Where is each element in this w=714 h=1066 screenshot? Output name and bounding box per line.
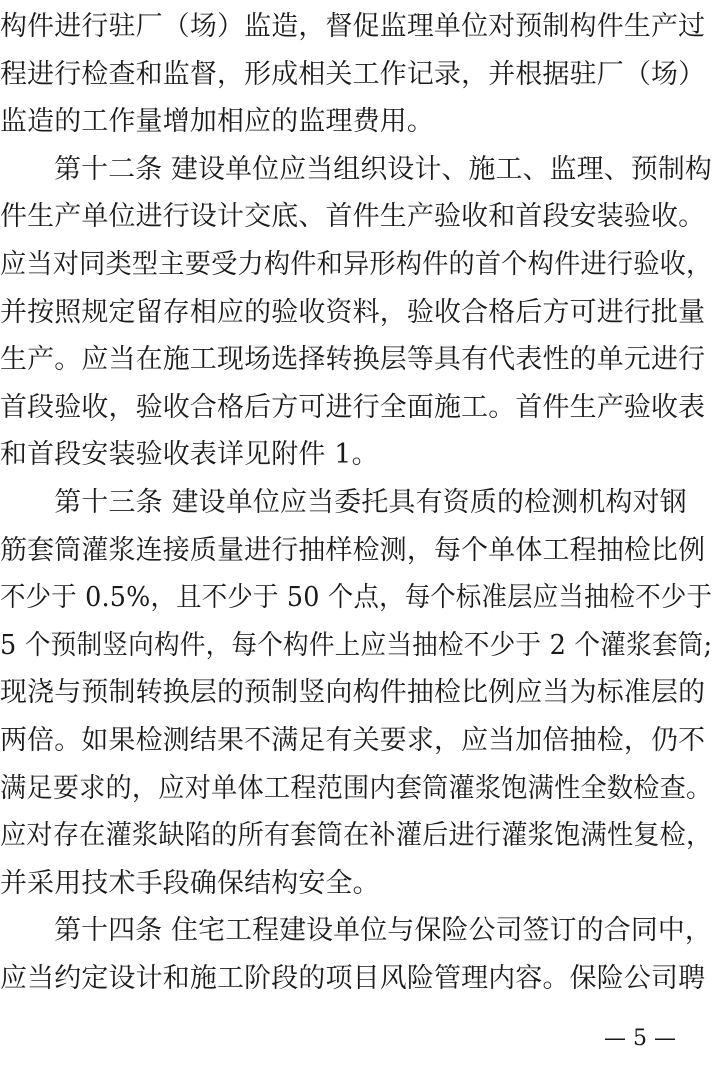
text-line-4: 第十二条 建设单位应当组织设计、施工、监理、预制构 (0, 154, 712, 185)
text-line-6: 应当对同类型主要受力构件和异形构件的首个构件进行验收， (0, 249, 713, 280)
text-line-20: 第十四条 住宅工程建设单位与保险公司签订的合同中， (0, 915, 712, 946)
text-line-12: 筋套筒灌浆连接质量进行抽样检测，每个单体工程抽检比例 (0, 535, 706, 566)
text-line-9: 首段验收，验收合格后方可进行全面施工。首件生产验收表 (0, 392, 706, 423)
text-line-2: 程进行检查和监督，形成相关工作记录，并根据驻厂（场） (0, 59, 706, 90)
text-line-7: 并按照规定留存相应的验收资料，验收合格后方可进行批量 (0, 297, 706, 328)
text-line-18: 应对存在灌浆缺陷的所有套筒在补灌后进行灌浆饱满性复检， (0, 820, 713, 851)
page-number: — 5 — (604, 1026, 676, 1051)
text-line-3: 监造的工作量增加相应的监理费用。 (0, 106, 434, 137)
text-line-17: 满足要求的，应对单体工程范围内套筒灌浆饱满性全数检查。 (0, 773, 713, 804)
text-line-13: 不少于 0.5%，且不少于 50 个点，每个标准层应当抽检不少于 (0, 582, 713, 613)
text-line-10: 和首段安装验收表详见附件 1。 (0, 439, 379, 470)
text-line-19: 并采用技术手段确保结构安全。 (0, 868, 380, 899)
text-line-8: 生产。应当在施工现场选择转换层等具有代表性的单元进行 (0, 344, 706, 375)
text-line-5: 件生产单位进行设计交底、首件生产验收和首段安装验收。 (0, 201, 706, 232)
text-line-21: 应当约定设计和施工阶段的项目风险管理内容。保险公司聘 (0, 963, 706, 994)
text-line-15: 现浇与预制转换层的预制竖向构件抽检比例应当为标准层的 (0, 677, 706, 708)
text-line-14: 5 个预制竖向构件，每个构件上应当抽检不少于 2 个灌浆套筒; (0, 630, 713, 661)
text-line-11: 第十三条 建设单位应当委托具有资质的检测机构对钢 (0, 487, 687, 518)
text-line-1: 构件进行驻厂（场）监造，督促监理单位对预制构件生产过 (0, 11, 706, 42)
text-line-16: 两倍。如果检测结果不满足有关要求，应当加倍抽检，仍不 (0, 725, 706, 756)
